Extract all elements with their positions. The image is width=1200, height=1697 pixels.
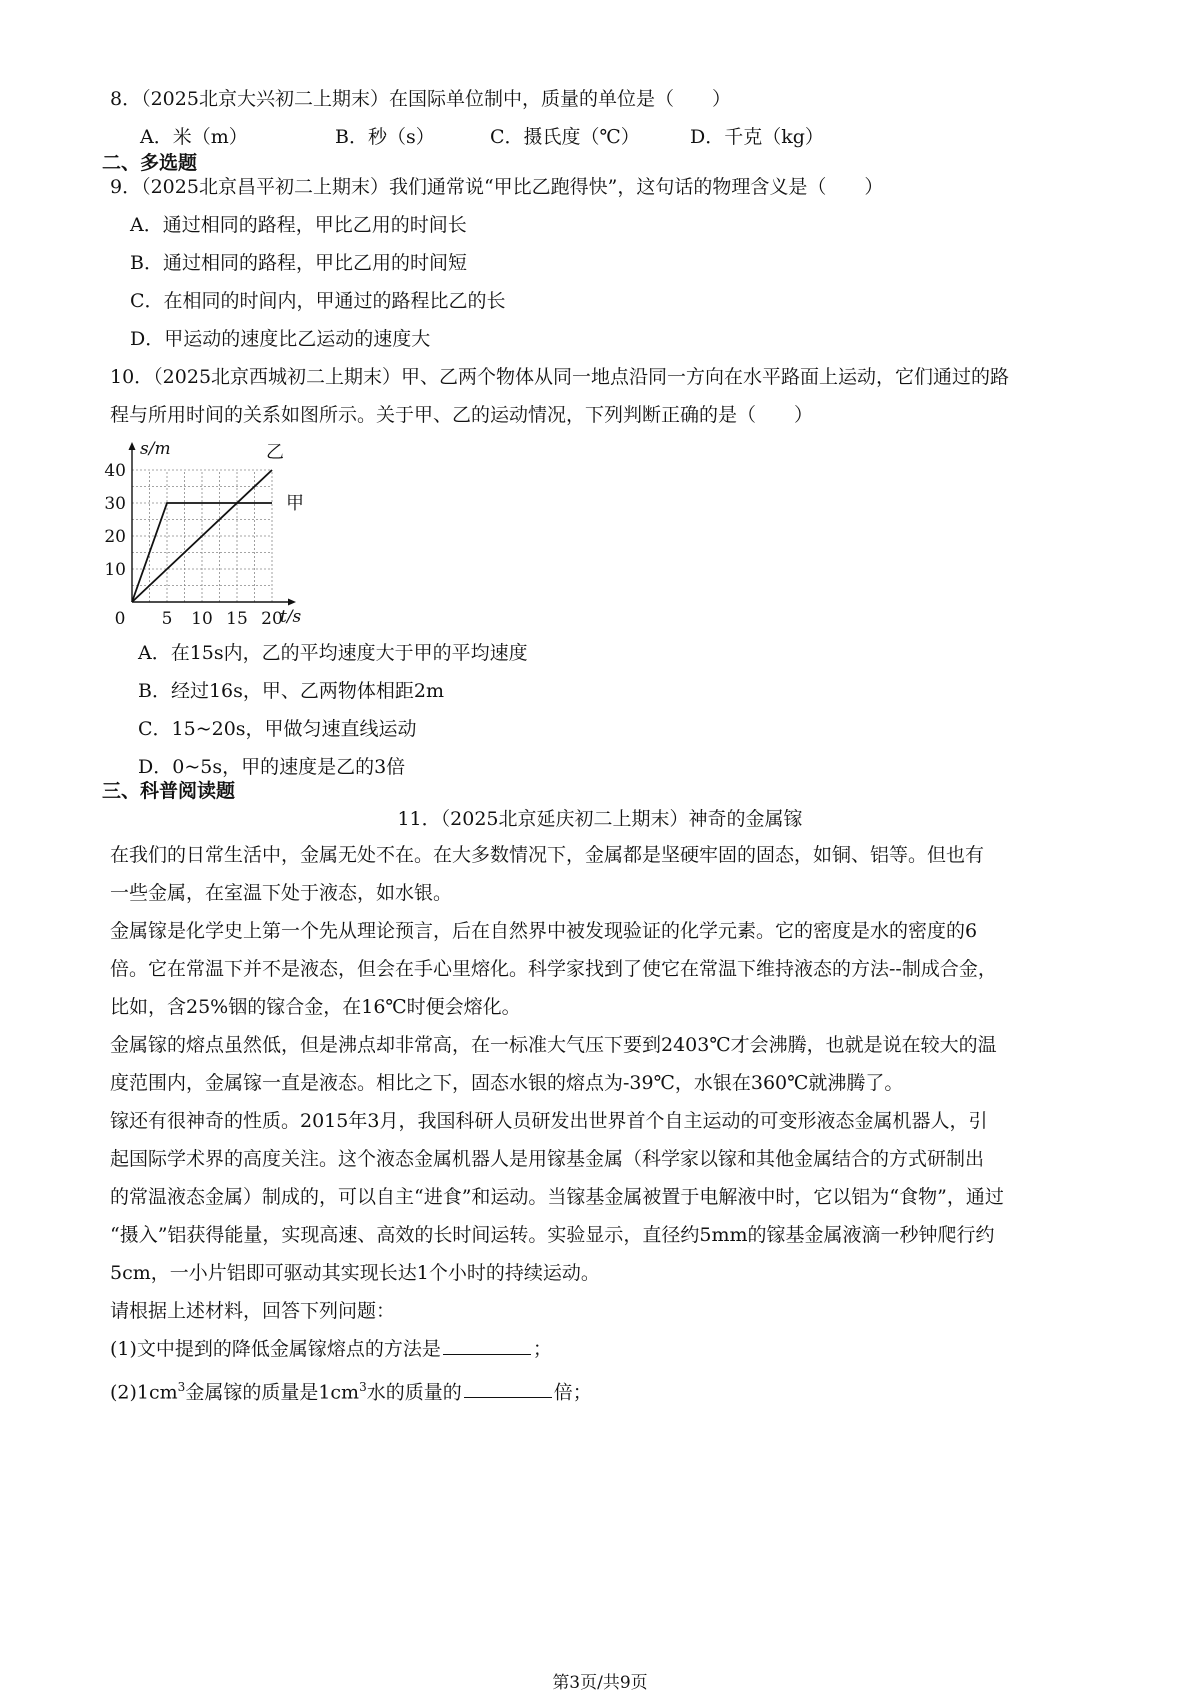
- x-axis-arrow: [288, 599, 296, 606]
- x-tick-label: 20: [261, 609, 283, 629]
- sub-question-2-suffix: 倍；: [553, 1381, 592, 1404]
- paragraph-line: 的常温液态金属）制成的，可以自主“进食”和运动。当镓基金属被置于电解液中时，它以铝为“食物”，通过: [110, 1186, 1004, 1208]
- sub-question-2-text-a: (2)1cm: [110, 1381, 178, 1404]
- paragraph-line: 请根据上述材料，回答下列问题：: [110, 1300, 396, 1322]
- sub-question-1-text: (1)文中提到的降低金属镓熔点的方法是: [110, 1338, 441, 1360]
- paragraph-line: 镓还有很神奇的性质。2015年3月，我国科研人员研发出世界首个自主运动的可变形液态金属机器人，引: [110, 1110, 988, 1132]
- question-10-option-d: D．0~5s，甲的速度是乙的3倍: [138, 756, 406, 778]
- question-10-stem-line2: 程与所用时间的关系如图所示。关于甲、乙的运动情况，下列判断正确的是（ ）: [110, 404, 814, 426]
- answer-blank-2[interactable]: [464, 1379, 552, 1398]
- question-9-option-a: A．通过相同的路程，甲比乙用的时间长: [130, 214, 467, 236]
- y-tick-label: 40: [104, 461, 126, 481]
- question-10-option-c: C．15~20s，甲做匀速直线运动: [138, 718, 417, 740]
- paragraph-line: 比如，含25%铟的镓合金，在16℃时便会熔化。: [110, 996, 521, 1018]
- page-footer: 第3页/共9页: [552, 1673, 648, 1693]
- question-9-option-d: D．甲运动的速度比乙运动的速度大: [130, 328, 431, 350]
- paragraph-line: 度范围内，金属镓一直是液态。相比之下，固态水银的熔点为-39℃，水银在360℃就沸腾了。: [110, 1072, 904, 1094]
- paragraph-line: 5cm，一小片铝即可驱动其实现长达1个小时的持续运动。: [110, 1262, 600, 1284]
- paragraph-line: 倍。它在常温下并不是液态，但会在手心里熔化。科学家找到了使它在常温下维持液态的方法--制成合金，: [110, 958, 997, 980]
- sub-question-1-suffix: ；: [532, 1338, 552, 1360]
- sub-question-1: [110, 1336, 552, 1362]
- paragraph-line: 一些金属，在室温下处于液态，如水银。: [110, 882, 453, 904]
- series-label: 甲: [286, 493, 304, 514]
- answer-blank-1[interactable]: [443, 1336, 531, 1355]
- sub-question-2: [110, 1374, 592, 1405]
- section-title-multi-choice: 二、多选题: [102, 152, 198, 174]
- question-11-title: 11．（2025北京延庆初二上期末）神奇的金属镓: [397, 808, 803, 830]
- y-axis-arrow: [129, 442, 136, 450]
- question-10-stem-line1: 10．（2025北京西城初二上期末）甲、乙两个物体从同一地点沿同一方向在水平路面上运动，它们通过的路: [110, 366, 1010, 388]
- question-8-option-b: B．秒（s）: [335, 126, 435, 148]
- y-tick-label: 10: [104, 560, 126, 580]
- x-tick-label: 15: [226, 609, 248, 629]
- question-9-option-b: B．通过相同的路程，甲比乙用的时间短: [130, 252, 467, 274]
- section-title-reading: 三、科普阅读题: [102, 780, 236, 802]
- x-tick-label: 0: [114, 609, 126, 629]
- sub-question-2-text-c: 水的质量的: [366, 1381, 462, 1404]
- paragraph-line: 起国际学术界的高度关注。这个液态金属机器人是用镓基金属（科学家以镓和其他金属结合的方式研制出: [110, 1148, 985, 1170]
- question-10-option-b: B．经过16s，甲、乙两物体相距2m: [138, 680, 444, 702]
- sub-question-2-text-b: 金属镓的质量是1cm: [185, 1381, 360, 1404]
- paragraph-line: 在我们的日常生活中，金属无处不在。在大多数情况下，金属都是坚硬牢固的固态，如铜、铝等。但也有: [110, 844, 985, 866]
- superscript-3: 3: [359, 1380, 367, 1394]
- paragraph-line: 金属镓是化学史上第一个先从理论预言，后在自然界中被发现验证的化学元素。它的密度是水的密度的6: [110, 920, 978, 942]
- superscript-3: 3: [177, 1380, 186, 1394]
- question-8-option-d: D．千克（kg）: [690, 126, 824, 148]
- paragraph-line: “摄入”铝获得能量，实现高速、高效的长时间运转。实验显示，直径约5mm的镓基金属液滴一秒钟爬行约: [110, 1224, 995, 1246]
- y-tick-label: 20: [104, 527, 126, 547]
- question-9-stem: 9．（2025北京昌平初二上期末）我们通常说“甲比乙跑得快”，这句话的物理含义是（ ）: [110, 176, 884, 198]
- question-8-option-a: A．米（m）: [140, 126, 248, 148]
- series-label: 乙: [266, 442, 284, 463]
- y-axis-label: s/m: [140, 439, 171, 459]
- distance-time-chart: [96, 436, 326, 632]
- y-tick-label: 30: [104, 494, 126, 514]
- x-axis-label: t/s: [280, 607, 302, 627]
- question-10-option-a: A．在15s内，乙的平均速度大于甲的平均速度: [138, 642, 528, 664]
- x-tick-label: 5: [161, 609, 173, 629]
- paragraph-line: 金属镓的熔点虽然低，但是沸点却非常高，在一标准大气压下要到2403℃才会沸腾，也就是说在较大的温: [110, 1034, 997, 1056]
- question-8-option-c: C．摄氏度（℃）: [490, 126, 640, 148]
- chart-labels: [140, 439, 304, 627]
- x-tick-label: 10: [191, 609, 213, 629]
- question-9-option-c: C．在相同的时间内，甲通过的路程比乙的长: [130, 290, 506, 312]
- question-8-stem: 8．（2025北京大兴初二上期末）在国际单位制中，质量的单位是（ ）: [110, 88, 731, 110]
